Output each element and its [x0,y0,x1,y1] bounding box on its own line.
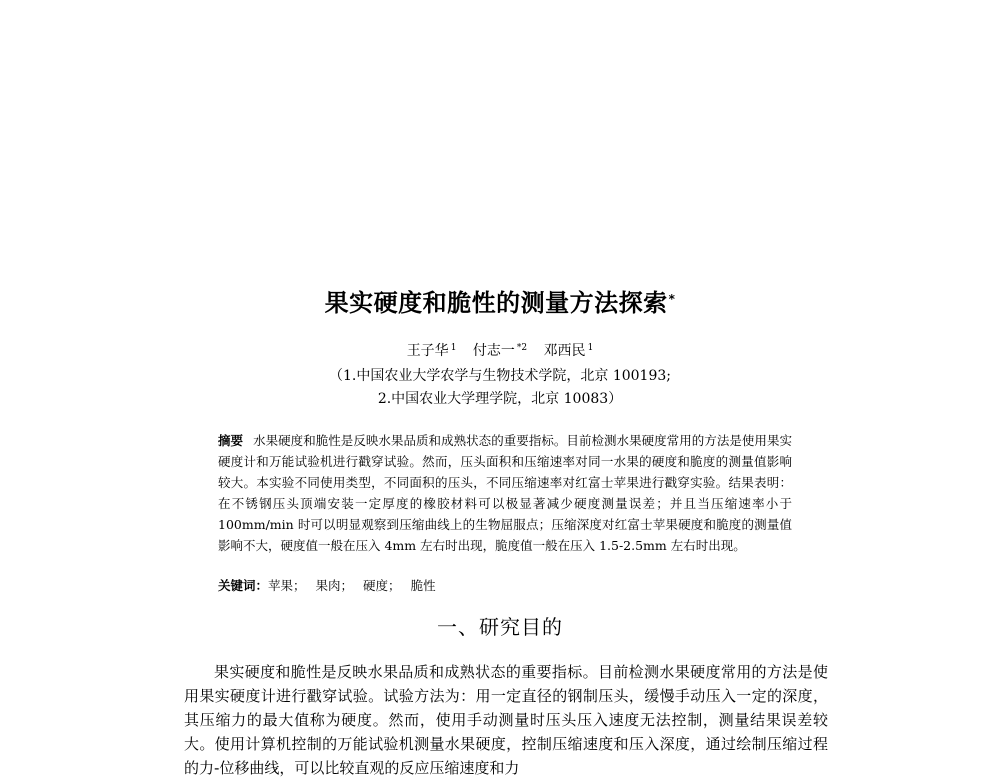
author-name: 邓西民 [543,343,586,359]
affiliation-1: （1.中国农业大学农学与生物技术学院，北京 100193; [329,368,671,384]
title-footnote-mark: * [668,292,676,306]
author-name: 王子华 [406,343,449,359]
author-1 [407,341,457,361]
keywords-label: 关键词： [218,578,269,593]
body-paragraph: 果实硬度和脆性是反映水果品质和成熟状态的重要指标。目前检测水果硬度常用的方法是使用果实硬度计进行戳穿试验。试验方法为：用一定直径的钢制压头，缓慢手动压入一定的深度，其压缩力的最大值称为硬度。然而，使用手动测量时压头压入速度无法控制，测量结果误差较大。使用计算机控制的万能试验机测量水果硬度，控制压缩速度和压入深度，通过绘制压缩过程的力-位移曲线，可以比较直观的反应压缩速度和力 [184,663,828,777]
keywords [218,576,792,596]
abstract [218,430,792,556]
paper-title [0,286,1000,320]
keyword-item: 硬度； [363,578,401,593]
author-affiliation-mark: *2 [516,343,528,353]
section-heading: 一、研究目的 [437,615,563,639]
keyword-item: 果肉； [315,578,354,593]
author-2 [473,341,527,361]
author-affiliation-mark: 1 [587,343,594,353]
abstract-label: 摘要 [218,433,244,448]
abstract-text: 水果硬度和脆性是反映水果品质和成熟状态的重要指标。目前检测水果硬度常用的方法是使用果实硬度计和万能试验机进行戳穿试验。然而，压头面积和压缩速率对同一水果的硬度和脆度的测量值影响较大。本实验不同使用类型，不同面积的压头，不同压缩速率对红富士苹果进行戳穿实验。结果表明：在不锈钢压头顶端安装一定厚度的橡胶材料可以极显著减少硬度测量误差；并且当压缩速率小于 100mm/min 时可以明显观察到压缩曲线上的生物屈服点；压缩深度对红富士苹果硬度和脆度的测量值影响不大，硬度值一般在压入 4mm 左右时出现，脆度值一般在压入 1.5-2.5mm 左右时出现。 [218,433,792,553]
author-line [0,341,1000,361]
author-name: 付志一 [472,343,515,359]
author-3 [544,341,594,361]
title-text: 果实硬度和脆性的测量方法探索 [324,289,668,317]
affiliation-2: 2.中国农业大学理学院，北京 10083） [377,391,623,407]
author-affiliation-mark: 1 [450,343,457,353]
keyword-item: 脆性 [410,578,436,593]
keyword-item: 苹果； [268,578,306,593]
